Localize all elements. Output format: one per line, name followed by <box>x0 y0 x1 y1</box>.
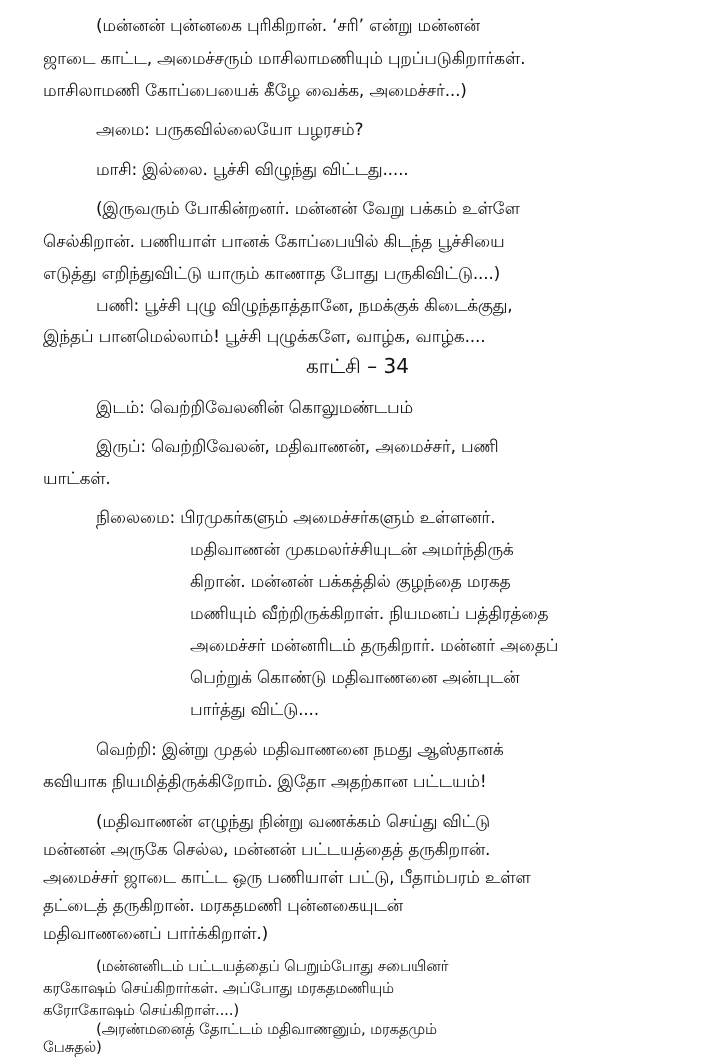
stage-direction-line: செல்கிறான். பணியாள் பானக் கோப்பையில் கிடந்த பூச்சியை <box>43 232 505 252</box>
stage-direction-line: மாசிலாமணி கோப்பையைக் கீழே வைக்க, அமைச்சர்...) <box>43 81 467 101</box>
stage-direction-line: பேசுதல்) <box>43 1038 102 1056</box>
dialogue-line: பணி: பூச்சி புழு விழுந்தாத்தானே, நமக்குக் கிடைக்குது, <box>96 296 513 316</box>
scene-situation-line: மணியும் வீற்றிருக்கிறாள். நியமனப் பத்திரத்தை <box>190 604 549 624</box>
stage-direction-line: (அரண்மனைத் தோட்டம் மதிவாணனும், மரகதமும் <box>96 1020 437 1038</box>
stage-direction-line: கரோகோஷம் செய்கிறாள்....) <box>43 1001 239 1019</box>
dialogue-line: மாசி: இல்லை. பூச்சி விழுந்து விட்டது..... <box>96 160 409 180</box>
scene-situation-line: மதிவாணன் முகமலர்ச்சியுடன் அமர்ந்திருக் <box>190 540 514 560</box>
stage-direction-line: எடுத்து எறிந்துவிட்டு யாரும் காணாத போது பருகிவிட்டு....) <box>43 264 501 284</box>
stage-direction-line: ஜாடை காட்ட, அமைச்சரும் மாசிலாமணியும் புறப்படுகிறார்கள். <box>43 49 526 69</box>
scene-characters-line: யாட்கள். <box>43 469 111 489</box>
stage-direction-line: அமைச்சர் ஜாடை காட்ட ஒரு பணியாள் பட்டு, பீதாம்பரம் உள்ள <box>43 868 531 888</box>
scene-situation-line: பார்த்து விட்டு.... <box>190 700 319 720</box>
stage-direction-line: மதிவாணனைப் பார்க்கிறாள்.) <box>43 924 269 944</box>
stage-direction-line: தட்டைத் தருகிறான். மரகதமணி புன்னகையுடன் <box>43 896 403 916</box>
stage-direction-line: மன்னன் அருகே செல்ல, மன்னன் பட்டயத்தைத் தருகிறான். <box>43 840 491 860</box>
stage-direction-line: கரகோஷம் செய்கிறார்கள். அப்போது மரகதமணியும் <box>43 979 394 997</box>
stage-direction-line: (மன்னன் புன்னகை புரிகிறான். ‘சரி’ என்று மன்னன் <box>96 16 480 36</box>
scene-situation-line: கிறான். மன்னன் பக்கத்தில் குழந்தை மரகத <box>190 572 511 592</box>
scene-situation-line: அமைச்சர் மன்னரிடம் தருகிறார். மன்னர் அதைப் <box>190 636 559 656</box>
dialogue-line: இந்தப் பானமெல்லாம்! பூச்சி புழுக்களே, வாழ்க, வாழ்க.... <box>43 327 486 347</box>
scene-characters-line: இருப்: வெற்றிவேலன், மதிவாணன், அமைச்சர், பணி <box>96 437 499 457</box>
scene-situation-line: பெற்றுக் கொண்டு மதிவாணனை அன்புடன் <box>190 668 520 688</box>
dialogue-line: அமை: பருகவில்லையோ பழரசம்? <box>96 120 364 140</box>
dialogue-line: வெற்றி: இன்று முதல் மதிவாணனை நமது ஆஸ்தானக் <box>96 740 504 760</box>
stage-direction-line: (மதிவாணன் எழுந்து நின்று வணக்கம் செய்து விட்டு <box>96 812 490 832</box>
stage-direction-line: (இருவரும் போகின்றனர். மன்னன் வேறு பக்கம் உள்ளே <box>96 199 520 219</box>
dialogue-line: கவியாக நியமித்திருக்கிறோம். இதோ அதற்கான பட்டயம்! <box>43 772 487 792</box>
stage-direction-line: (மன்னனிடம் பட்டயத்தைப் பெறும்போது சபையினர் <box>96 957 449 975</box>
scene-heading: காட்சி – 34 <box>306 354 409 378</box>
scene-situation-line: நிலைமை: பிரமுகர்களும் அமைச்சர்களும் உள்ளனர். <box>96 508 496 528</box>
scene-place-line: இடம்: வெற்றிவேலனின் கொலுமண்டபம் <box>96 398 413 418</box>
